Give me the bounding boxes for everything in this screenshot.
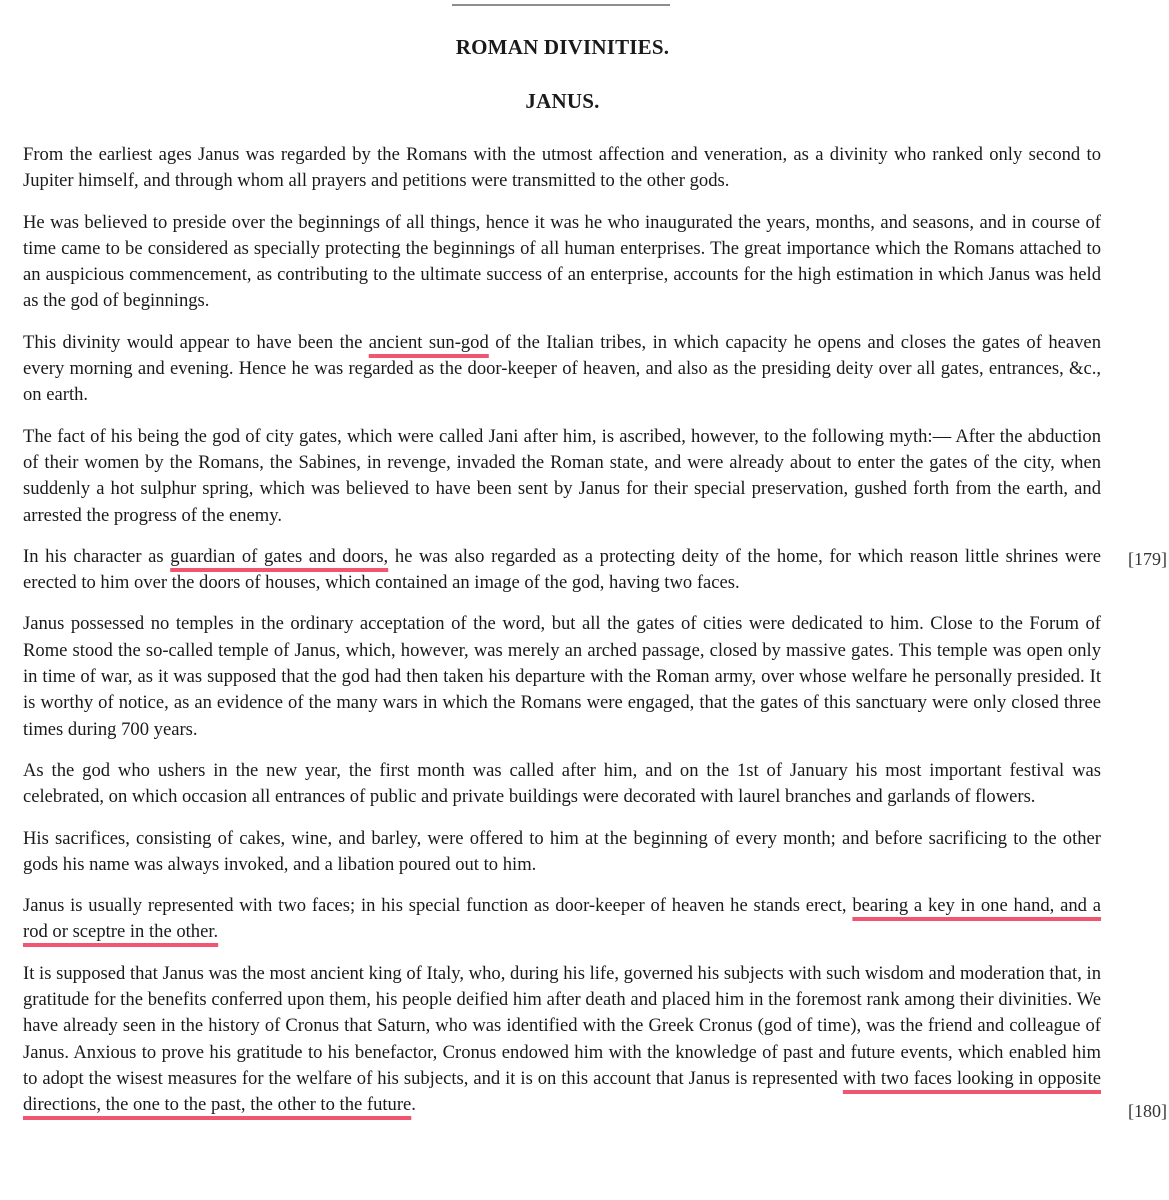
paragraph-8: His sacrifices, consisting of cakes, wine, and barley, were offered to him at the beginning of every month; and before sacrificing to the other gods his name was always invoked, and a libation poured out to him. [23, 827, 1101, 875]
highlighted-phrase: bearing a key in one hand, and a rod or sceptre in the other. [23, 895, 1102, 943]
page-number-180[interactable]: [180] [1128, 1101, 1167, 1121]
paragraph-6: Janus possessed no temples in the ordinary acceptation of the word, but all the gates of cities were dedicated to him. Close to the Forum of Rome stood the so-called temple of Janus, which, however, was merely an arched passage, closed by massive gates. This temple was open only in time of war, as it was supposed that the god had then taken his departure with the Roman army, over whose welfare he personally presided. It is worthy of notice, as an evidence of the many wars in which the Romans were engaged, that the gates of this sanctuary were only closed three times during 700 years. [23, 613, 1101, 740]
paragraph-9 [23, 893, 1101, 946]
paragraph-text: This divinity would appear to have been the [23, 331, 369, 353]
paragraph-2: He was believed to preside over the beginnings of all things, hence it was he who inaugurated the years, months, and seasons, and in course of time came to be considered as specially protecting the beginnings of all human enterprises. The great importance which the Romans attached to an auspicious commencement, as contributing to the ultimate success of an enterprise, accounts for the high estimation in which Janus was held as the god of beginnings. [23, 211, 1101, 312]
paragraph-text: Janus is usually represented with two faces; in his special function as door-keeper of heaven he stands erect, [23, 895, 853, 917]
page-number-179[interactable]: [179] [1128, 549, 1167, 569]
top-divider [452, 4, 670, 6]
paragraph-text: . [411, 1094, 416, 1116]
highlighted-phrase: with two faces looking in opposite directions, the one to the past, the other to the future [23, 1067, 1101, 1116]
article-body [23, 142, 1101, 1134]
paragraph-7: As the god who ushers in the new year, the first month was called after him, and on the 1st of January his most important festival was celebrated, on which occasion all entrances of public and private buildings were decorated with laurel branches and garlands of flowers. [23, 759, 1101, 808]
section-heading: JANUS. [525, 89, 600, 113]
paragraph-5 [23, 544, 1101, 597]
paragraph-text: he was also regarded as a protecting deity of the home, for which reason little shrines were erected to him over the doors of houses, which contained an image of the god, having two faces. [23, 545, 1101, 594]
paragraph-text: It is supposed that Janus was the most ancient king of Italy, who, during his life, governed his subjects with such wisdom and moderation that, in gratitude for the benefits conferred upon them, his people deified him after death and placed him in the foremost rank among their divinities. We have already seen in the history of Cronus that Saturn, who was identified with the Greek Cronus (god of time), was the friend and colleague of Janus. Anxious to prove his gratitude to his benefactor, Cronus endowed him with the knowledge of past and future events, which enabled him to adopt the wisest measures for the welfare of his subjects, and it is on this account that Janus is represented [23, 962, 1101, 1089]
paragraph-text: In his character as [23, 545, 171, 567]
highlighted-phrase: ancient sun-god [368, 331, 489, 353]
highlighted-phrase: guardian of gates and doors, [170, 545, 389, 567]
paragraph-10 [23, 961, 1101, 1119]
page-title: ROMAN DIVINITIES. [455, 35, 670, 59]
paragraph-text: of the Italian tribes, in which capacity he opens and closes the gates of heaven every morning and evening. Hence he was regarded as the door-keeper of heaven, and also as the presiding deity over all gates, entrances, &c., on earth. [23, 331, 1101, 406]
paragraph-3 [23, 330, 1101, 409]
paragraph-4: The fact of his being the god of city gates, which were called Jani after him, is ascribed, however, to the following myth:— After the abduction of their women by the Romans, the Sabines, in revenge, invaded the Roman state, and were already about to enter the gates of the city, when suddenly a hot sulphur spring, which was believed to have been sent by Janus for their special preservation, gushed forth from the earth, and arrested the progress of the enemy. [23, 425, 1101, 526]
paragraph-1: From the earliest ages Janus was regarded by the Romans with the utmost affection and veneration, as a divinity who ranked only second to Jupiter himself, and through whom all prayers and petitions were transmitted to the other gods. [23, 144, 1101, 192]
